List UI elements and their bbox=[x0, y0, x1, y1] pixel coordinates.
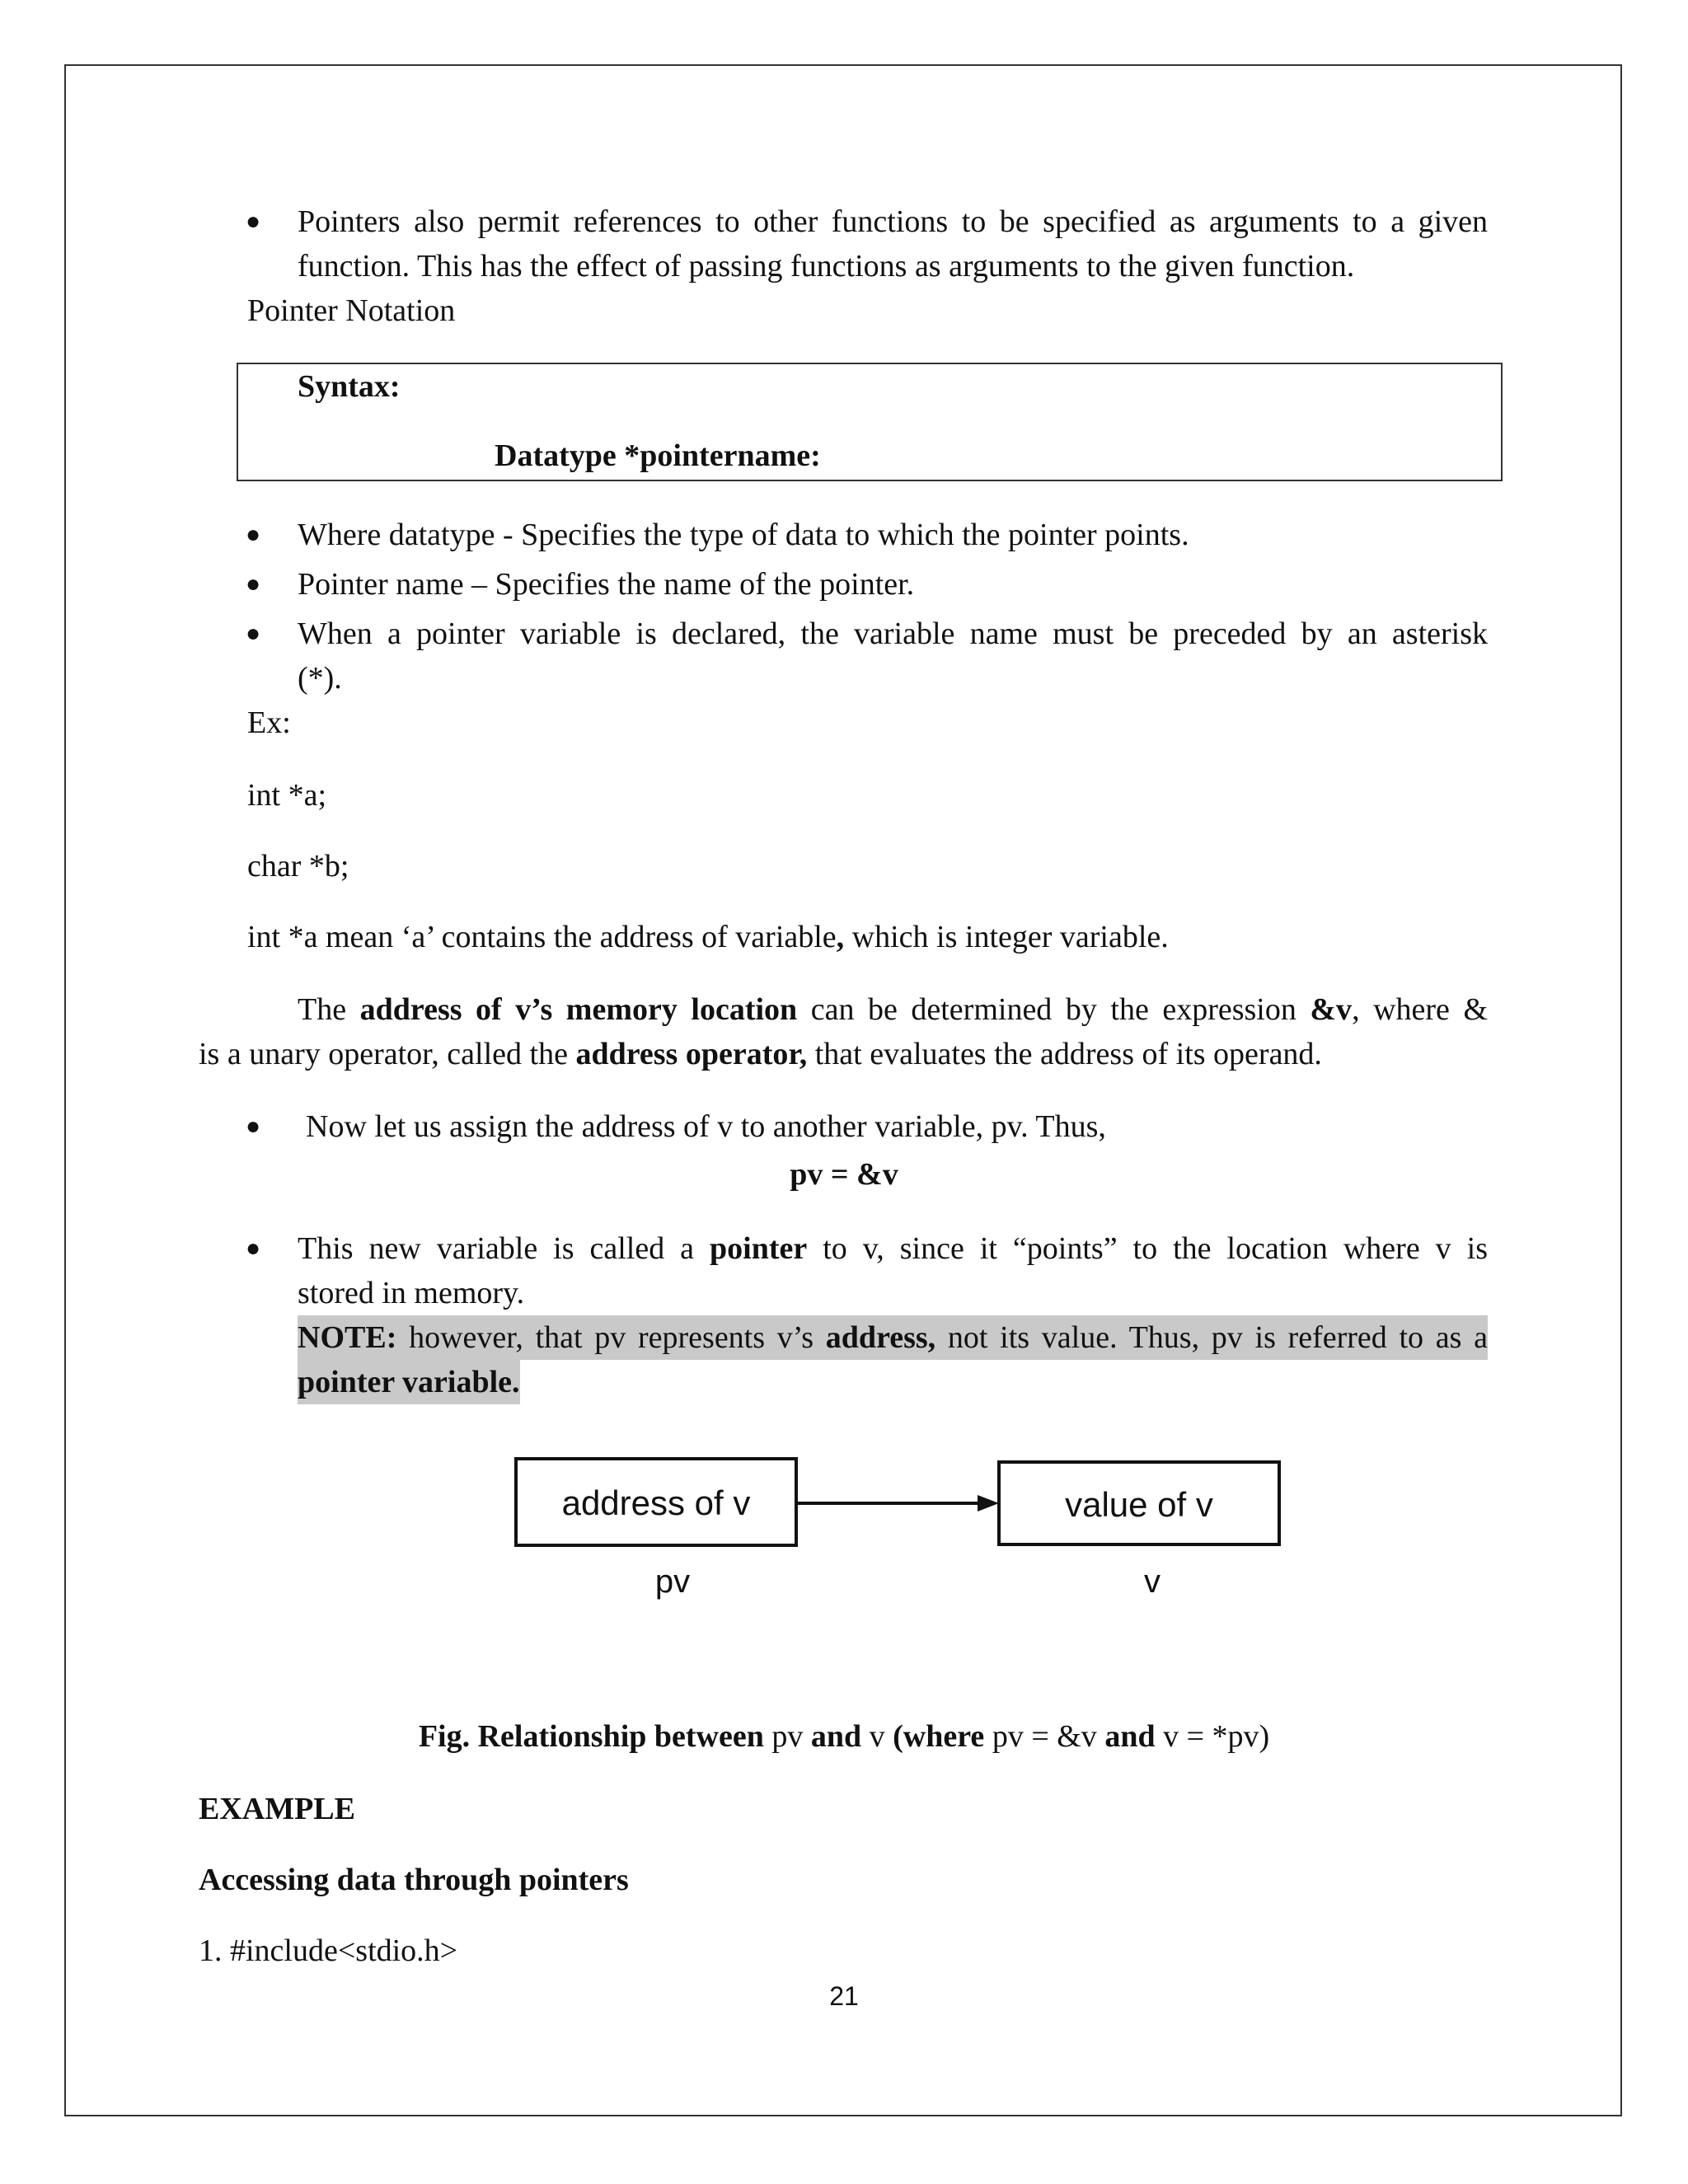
code-line: char *b; bbox=[247, 849, 349, 883]
v-label: v bbox=[1144, 1563, 1160, 1600]
bullet-dot: ● bbox=[246, 1113, 261, 1140]
example-label: Ex: bbox=[247, 705, 291, 740]
bullet-dot: ● bbox=[246, 620, 261, 647]
figure-caption: Fig. Relationship between pv and v (where pv = &v and v = *pv) bbox=[418, 1719, 1270, 1754]
pv-label: pv bbox=[654, 1563, 691, 1600]
pointer-diagram bbox=[511, 1451, 1286, 1615]
address-box-text: address of v bbox=[561, 1483, 751, 1522]
section-heading: Pointer Notation bbox=[247, 293, 456, 328]
bullet-text: Pointer name – Specifies the name of the pointer. bbox=[298, 567, 915, 602]
example-subheading: Accessing data through pointers bbox=[199, 1863, 629, 1897]
bullet-text: When a pointer variable is declared, the variable name must be preceded by an asterisk bbox=[298, 616, 1488, 651]
bullet-dot: ● bbox=[246, 208, 261, 235]
paragraph-line1: The address of v’s memory location can be determined by the expression &v, where & bbox=[298, 992, 1489, 1027]
note-line1: NOTE: however, that pv represents v’s address, not its value. Thus, pv is referred to as a bbox=[298, 1315, 1488, 1360]
syntax-label: Syntax: bbox=[298, 369, 401, 404]
bullet-text: Where datatype - Specifies the type of data to which the pointer points. bbox=[298, 518, 1189, 552]
syntax-code: Datatype *pointername: bbox=[495, 438, 821, 473]
bullet-text-cont: (*). bbox=[298, 661, 342, 696]
code-line: int *a; bbox=[247, 778, 327, 813]
bullet-text: This new variable is called a pointer to v, since it “points” to the location where v is bbox=[298, 1231, 1488, 1266]
bullet-text: Now let us assign the address of v to another variable, pv. Thus, bbox=[306, 1109, 1106, 1144]
note-line2: pointer variable. bbox=[298, 1360, 520, 1404]
value-box-text: value of v bbox=[1065, 1485, 1213, 1524]
bullet-text-cont: stored in memory. bbox=[298, 1276, 525, 1310]
syntax-box bbox=[237, 363, 1503, 481]
bullet-dot: ● bbox=[246, 1235, 261, 1262]
bullet-dot: ● bbox=[246, 570, 261, 598]
explanation-line: int *a mean ‘a’ contains the address of variable, which is integer variable. bbox=[247, 920, 1169, 954]
formula: pv = &v bbox=[790, 1157, 898, 1192]
page-number: 21 bbox=[829, 1981, 859, 2011]
code-line: 1. #include<stdio.h> bbox=[199, 1933, 458, 1968]
bullet-text-cont: function. This has the effect of passing functions as arguments to the given function. bbox=[298, 249, 1355, 284]
bullet-dot: ● bbox=[246, 521, 261, 548]
bullet-text: Pointers also permit references to other functions to be specified as arguments to a given bbox=[298, 204, 1488, 239]
arrow-head bbox=[978, 1495, 999, 1511]
example-heading: EXAMPLE bbox=[199, 1792, 355, 1826]
paragraph-line2: is a unary operator, called the address operator, that evaluates the address of its operand. bbox=[199, 1037, 1322, 1071]
